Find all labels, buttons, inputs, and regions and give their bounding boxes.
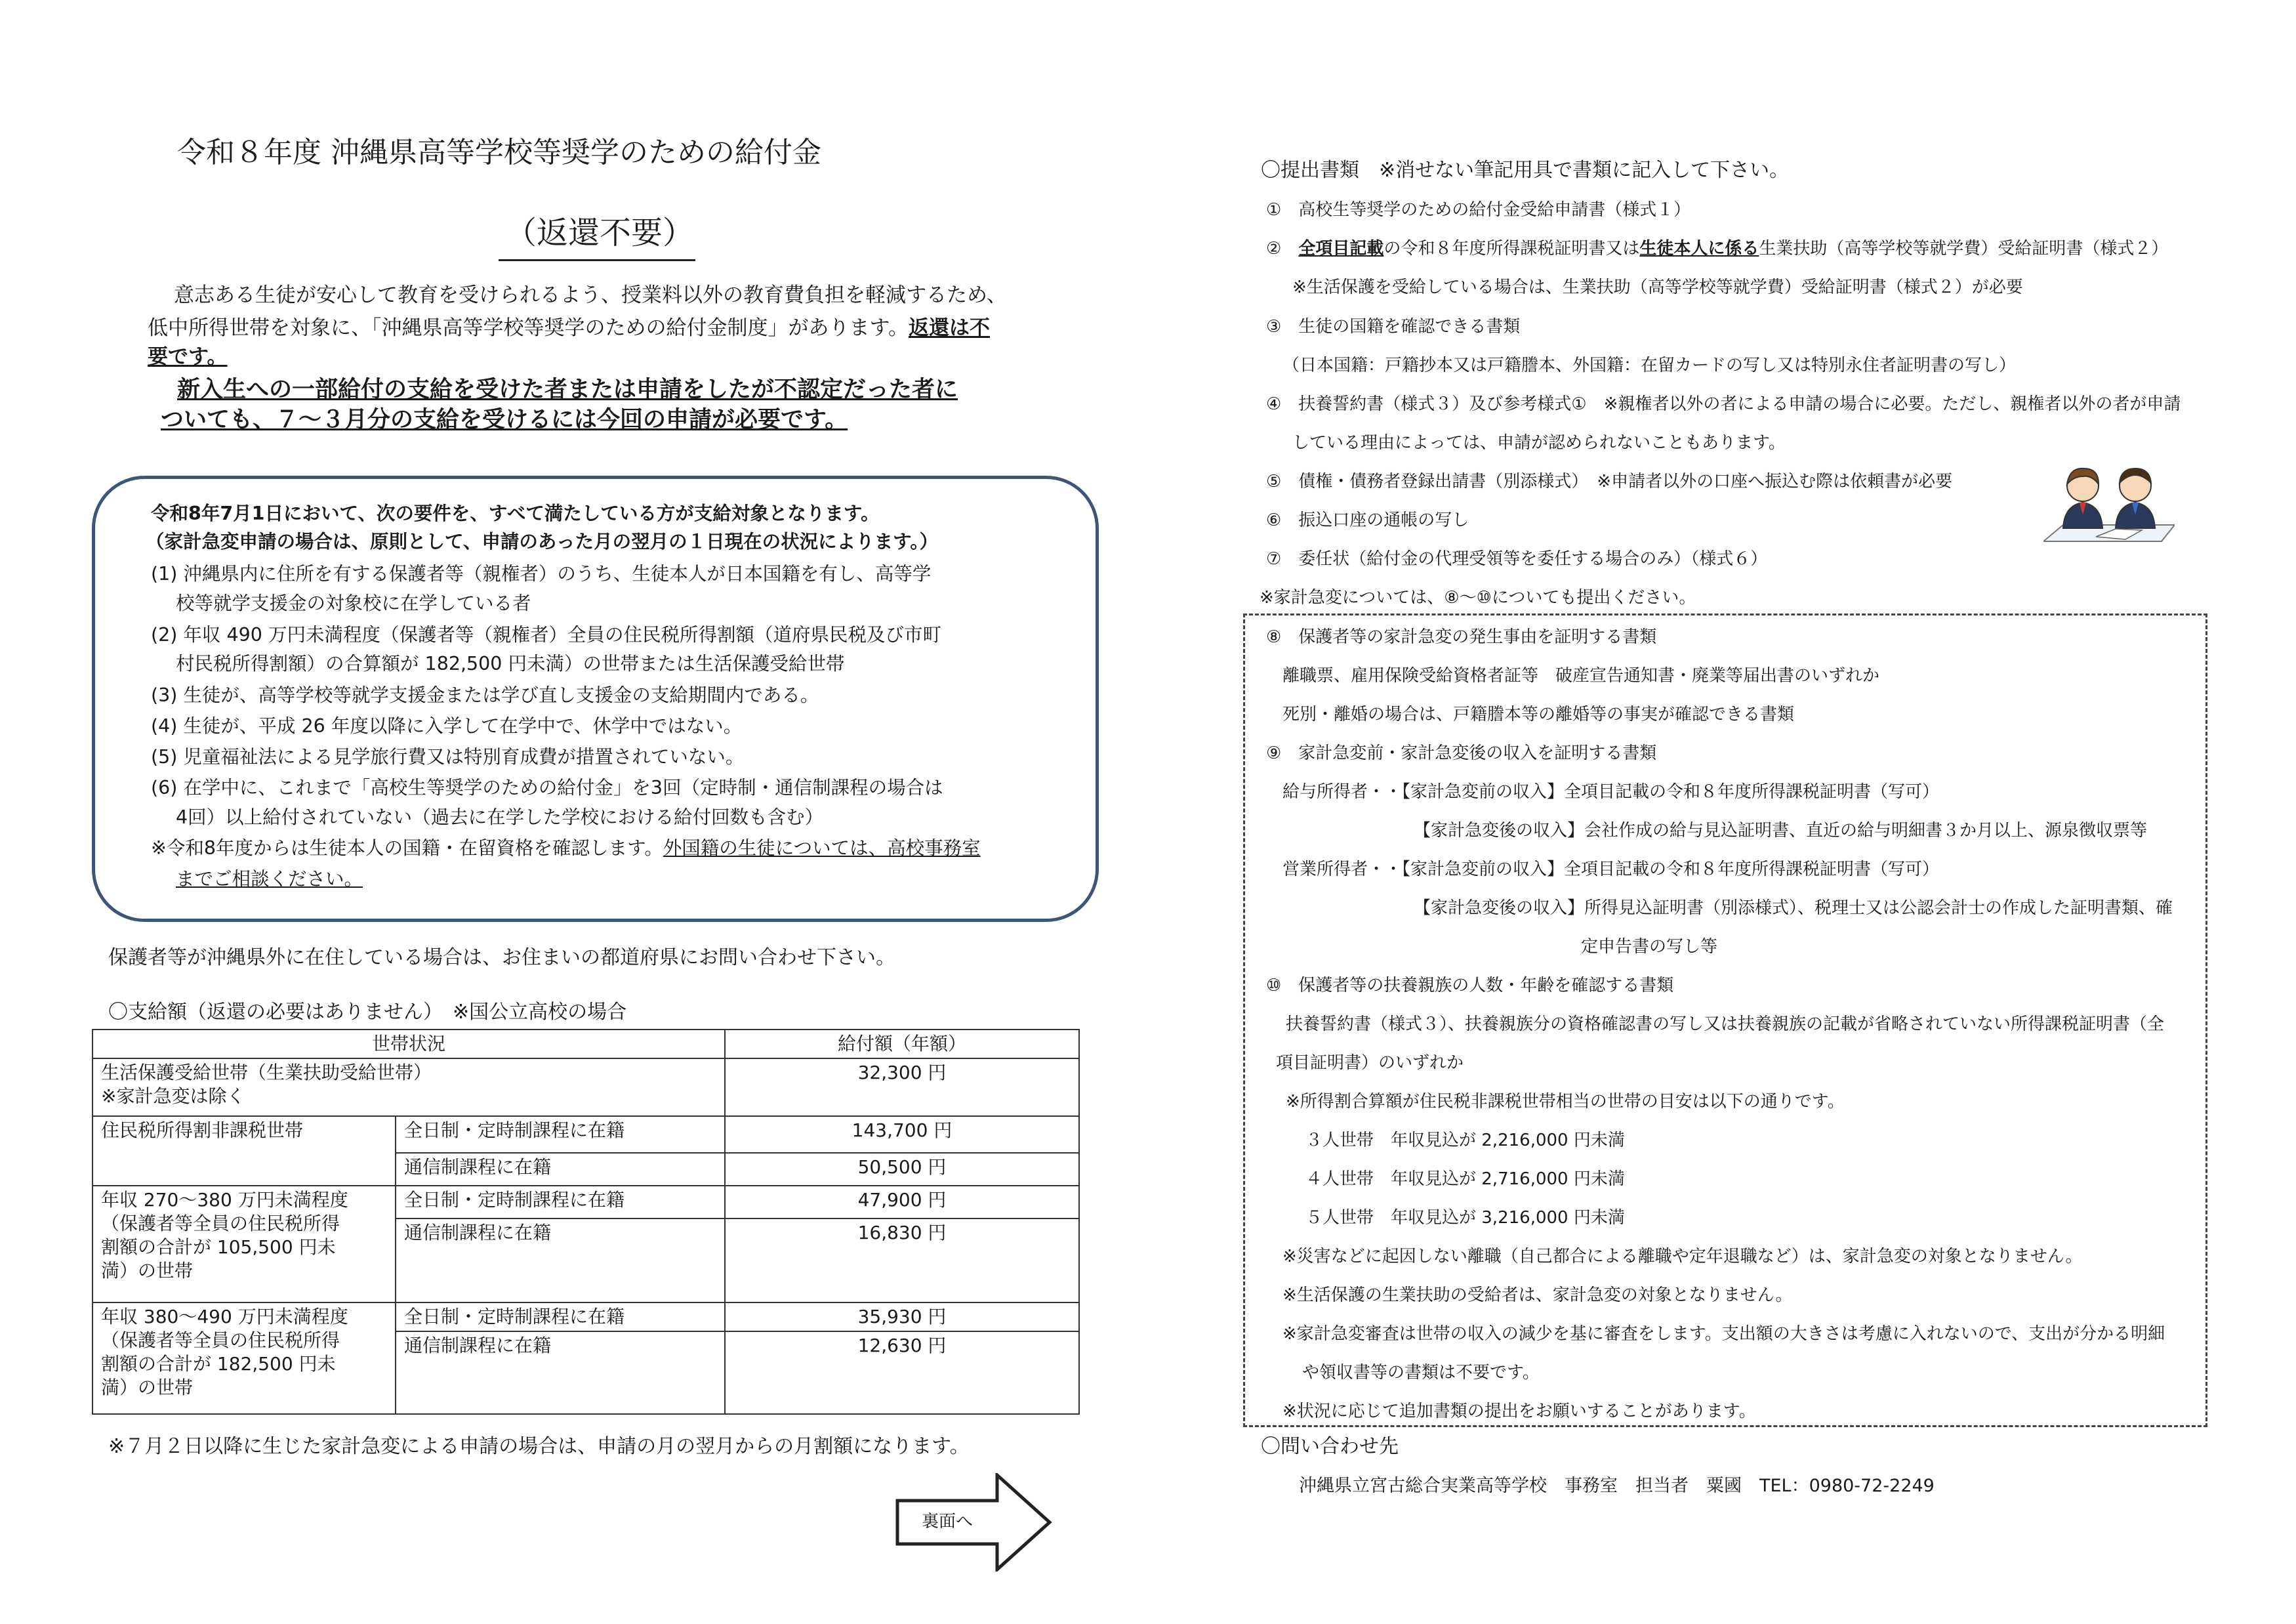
doc-2-num: ②	[1266, 239, 1299, 259]
req-5: (5) 児童福祉法による見学旅行費又は特別育成費が措置されていない。	[151, 746, 745, 768]
doc-9c: 営業所得者・・【家計急変前の収入】全項目記載の令和８年度所得課税証明書（写可）	[1282, 860, 1940, 879]
req-1a: (1) 沖縄県内に住所を有する保護者等（親権者）のうち、生徒本人が日本国籍を有し、高等学	[151, 563, 932, 585]
note-4: ※状況に応じて追加書類の提出をお願いすることがあります。	[1282, 1402, 1756, 1421]
row4-amount-1: 35,930 円	[725, 1302, 1079, 1331]
notice-line-1: 新入生への一部給付の支給を受けた者または申請をしたが不認定だった者に	[177, 377, 958, 403]
doc-emergency-note: ※家計急変については、⑧～⑩についても提出ください。	[1260, 588, 1696, 608]
row2-course-1: 全日制・定時制課程に在籍	[396, 1116, 725, 1153]
row4-course-1: 全日制・定時制課程に在籍	[396, 1302, 725, 1331]
row1-amount: 32,300 円	[725, 1058, 1079, 1116]
req-note-1	[151, 835, 981, 862]
notice-line-2: ついても、７～３月分の支給を受けるには今回の申請が必要です。	[161, 407, 848, 433]
arrow-right-icon	[895, 1473, 1053, 1572]
doc-8: ⑧ 保護者等の家計急変の発生事由を証明する書類	[1266, 627, 1657, 647]
row4-status-4: 満）の世帯	[101, 1377, 194, 1398]
intro-line-2a: 低中所得世帯を対象に、「沖縄県高等学校等奨学のための給付金制度」があります。	[148, 316, 909, 340]
doc-10b: 項目証明書）のいずれか	[1276, 1053, 1464, 1073]
row3-status-4: 満）の世帯	[101, 1260, 194, 1281]
req-6a: (6) 在学中に、これまで「高校生等奨学のための給付金」を3回（定時制・通信制課程の場合は	[151, 777, 943, 799]
header-status: 世帯状況	[92, 1030, 725, 1058]
table-row	[92, 1116, 1079, 1153]
amount-table	[92, 1029, 1080, 1415]
table-row	[92, 1302, 1079, 1331]
req-note-b: 外国籍の生徒については、高校事務室	[663, 837, 981, 859]
row4-course-2: 通信制課程に在籍	[396, 1331, 725, 1414]
req-6b: 4回）以上給付されていない（過去に在学した学校における給付回数も含む）	[176, 806, 824, 828]
row4-status	[92, 1302, 396, 1414]
doc-10d: ３人世帯 年収見込が 2,216,000 円未満	[1305, 1131, 1625, 1150]
doc-8a: 離職票、雇用保険受給資格者証等 破産宣告通知書・廃業等届出書のいずれか	[1282, 666, 1880, 686]
intro-line-1: 意志ある生徒が安心して教育を受けられるよう、授業料以外の教育費負担を軽減するため、	[174, 283, 1007, 307]
intro-line-3: 要です。	[148, 345, 228, 369]
doc-2-student: 生徒本人に係る	[1639, 239, 1759, 259]
row4-status-1: 年収 380～490 万円未満程度	[101, 1306, 348, 1327]
contact-line: 沖縄県立宮古総合実業高等学校 事務室 担当者 粟國 TEL：0980-72-2249	[1299, 1476, 1935, 1496]
note-1: ※災害などに起因しない離職（自己都合による離職や定年退職など）は、家計急変の対象となりません。	[1282, 1247, 2083, 1266]
table-caption: 〇支給額（返還の必要はありません） ※国公立高校の場合	[108, 1001, 627, 1024]
req-3: (3) 生徒が、高等学校等就学支援金または学び直し支援金の支給期間内である。	[151, 684, 819, 706]
doc-10f: ５人世帯 年収見込が 3,216,000 円未満	[1305, 1208, 1625, 1228]
subtitle-underline	[499, 259, 695, 261]
table-header-row	[92, 1030, 1079, 1058]
doc-2-note: ※生活保護を受給している場合は、生業扶助（高等学校等就学費）受給証明書（様式２）が必要	[1292, 278, 2023, 297]
req-note-a: ※令和8年度からは生徒本人の国籍・在留資格を確認します。	[151, 837, 663, 859]
doc-1: ① 高校生等奨学のための給付金受給申請書（様式１）	[1266, 200, 1691, 220]
note-3a: ※家計急変審査は世帯の収入の減少を基に審査をします。支出額の大きさは考慮に入れないので、支出が分かる明細	[1282, 1324, 2165, 1344]
req-2b: 村民税所得割額）の合算額が 182,500 円未満）の世帯または生活保護受給世帯	[176, 653, 845, 675]
doc-9b: 【家計急変後の収入】会社作成の給与見込証明書、直近の給与明細書３か月以上、源泉徴収票等	[1414, 821, 2148, 841]
doc-3: ③ 生徒の国籍を確認できる書類	[1266, 317, 1521, 337]
row2-amount-2: 50,500 円	[725, 1153, 1079, 1186]
req-head-2: （家計急変申請の場合は、原則として、申請のあった月の翌月の１日現在の状況によります。）	[146, 531, 939, 552]
req-2a: (2) 年収 490 万円未満程度（保護者等（親権者）全員の住民税所得割額（道府県民税及び市町	[151, 624, 941, 646]
doc-9e: 定申告書の写し等	[1581, 937, 1718, 957]
doc-9: ⑨ 家計急変前・家計急変後の収入を証明する書類	[1266, 743, 1657, 763]
doc-10a: 扶養誓約書（様式３）、扶養親族分の資格確認書の写し又は扶養親族の記載が省略されていない所得課税証明書（全	[1286, 1014, 2165, 1034]
row3-amount-1: 47,900 円	[725, 1186, 1079, 1218]
intro-line-2	[148, 314, 990, 343]
row3-amount-2: 16,830 円	[725, 1218, 1079, 1302]
doc-2-tail: 生業扶助（高等学校等就学費）受給証明書（様式２）	[1759, 239, 2169, 259]
contact-heading: 〇問い合わせ先	[1261, 1435, 1399, 1458]
doc-9d: 【家計急変後の収入】所得見込証明書（別添様式）、税理士又は公認会計士の作成した証明書類、確	[1414, 898, 2173, 918]
table-footnote: ※７月２日以降に生じた家計急変による申請の場合は、申請の月の翌月からの月割額になります。	[108, 1435, 970, 1458]
doc-10: ⑩ 保護者等の扶養親族の人数・年齢を確認する書類	[1266, 976, 1674, 995]
row3-course-1: 全日制・定時制課程に在籍	[396, 1186, 725, 1218]
row3-status	[92, 1186, 396, 1302]
doc-2-all-items: 全項目記載	[1298, 239, 1384, 259]
doc-7: ⑦ 委任状（給付金の代理受領等を委任する場合のみ）（様式６）	[1266, 549, 1768, 569]
doc-5: ⑤ 債権・債務者登録出請書（別添様式） ※申請者以外の口座へ振込む際は依頼書が必要	[1266, 472, 1953, 491]
row3-status-2: （保護者等全員の住民税所得	[101, 1213, 340, 1234]
req-4: (4) 生徒が、平成 26 年度以降に入学して在学中で、休学中ではない。	[151, 715, 743, 737]
table-row	[92, 1058, 1079, 1116]
document-subtitle: （返還不要）	[505, 215, 695, 251]
note-3b: や領収書等の書類は不要です。	[1302, 1363, 1540, 1383]
doc-9a: 給与所得者・・【家計急変前の収入】全項目記載の令和８年度所得課税証明書（写可）	[1282, 782, 1940, 802]
row4-status-2: （保護者等全員の住民税所得	[101, 1329, 340, 1351]
doc-10e: ４人世帯 年収見込が 2,716,000 円未満	[1305, 1169, 1625, 1189]
note-2: ※生活保護の生業扶助の受給者は、家計急変の対象となりません。	[1282, 1285, 1793, 1305]
doc-6: ⑥ 振込口座の通帳の写し	[1266, 510, 1469, 530]
row3-status-1: 年収 270～380 万円未満程度	[101, 1189, 348, 1211]
doc-2-mid: の令和８年度所得課税証明書又は	[1384, 239, 1640, 259]
req-note-2: までご相談ください。	[176, 868, 363, 890]
outside-notice: 保護者等が沖縄県外に在住している場合は、お住まいの都道府県にお問い合わせ下さい。	[108, 946, 895, 969]
req-1b: 校等就学支援金の対象校に在学している者	[176, 593, 531, 614]
row4-amount-2: 12,630 円	[725, 1331, 1079, 1414]
doc-4a: ④ 扶養誓約書（様式３）及び参考様式① ※親権者以外の者による申請の場合に必要。ただし、親権者以外の者が申請	[1266, 394, 2181, 414]
row2-amount-1: 143,700 円	[725, 1116, 1079, 1153]
header-amount: 給付額（年額）	[725, 1030, 1079, 1058]
students-illustration	[2043, 459, 2175, 554]
document-title: 令和８年度 沖縄県高等学校等奨学のための給付金	[177, 136, 821, 169]
doc-2	[1266, 237, 2168, 260]
arrow-label: 裏面へ	[922, 1512, 974, 1531]
row2-status: 住民税所得割非課税世帯	[92, 1116, 396, 1186]
intro-line-2b: 返還は不	[909, 316, 991, 340]
row3-status-3: 割額の合計が 105,500 円未	[101, 1236, 336, 1258]
row1-status-text: 生活保護受給世帯（生業扶助受給世帯）	[101, 1062, 432, 1083]
doc-4b: している理由によっては、申請が認められないこともあります。	[1292, 433, 1786, 453]
req-head-1: 令和8年7月1日において、次の要件を、すべて満たしている方が支給対象となります。	[151, 503, 880, 524]
doc-10c: ※所得割合算額が住民税非課税世帯相当の世帯の目安は以下の通りです。	[1286, 1092, 1845, 1112]
docs-heading: 〇提出書類 ※消せない筆記用具で書類に記入して下さい。	[1261, 159, 1790, 182]
doc-8b: 死別・離婚の場合は、戸籍謄本等の離婚等の事実が確認できる書類	[1282, 705, 1795, 724]
next-page-arrow[interactable]	[895, 1473, 1053, 1574]
row3-course-2: 通信制課程に在籍	[396, 1218, 725, 1302]
row2-course-2: 通信制課程に在籍	[396, 1153, 725, 1186]
row4-status-3: 割額の合計が 182,500 円未	[101, 1353, 336, 1375]
table-row	[92, 1186, 1079, 1218]
row1-status	[92, 1058, 725, 1116]
doc-3-note: （日本国籍：戸籍抄本又は戸籍謄本、外国籍：在留カードの写し又は特別永住者証明書の写し）	[1282, 356, 2017, 375]
row1-status-note: ※家計急変は除く	[101, 1085, 245, 1107]
